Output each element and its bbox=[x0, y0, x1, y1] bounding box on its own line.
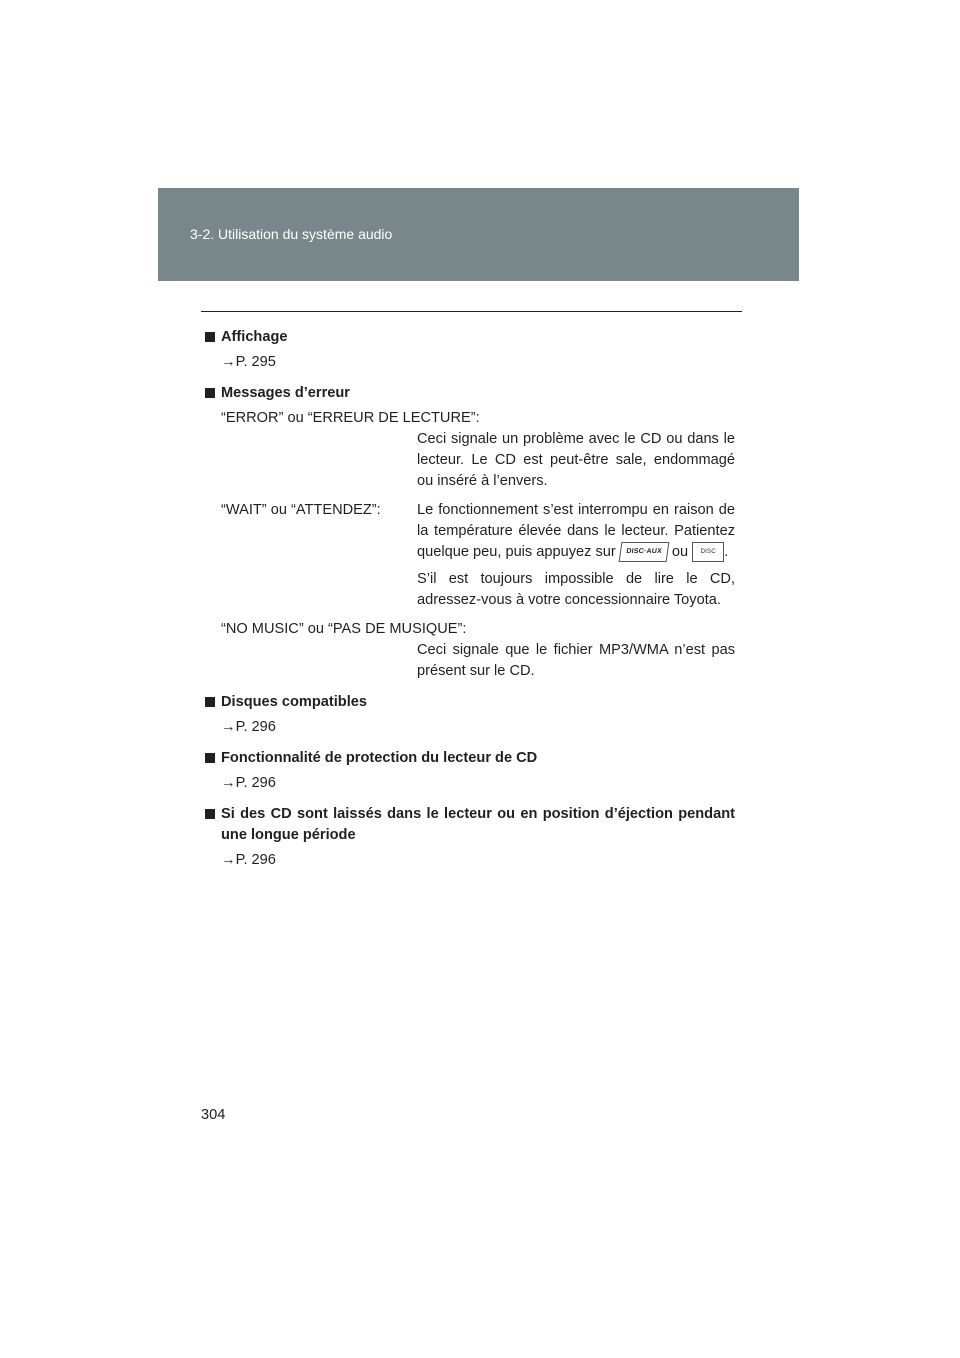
page-reference: →P. 296 bbox=[221, 719, 276, 735]
section-title: 3-2. Utilisation du système audio bbox=[190, 226, 393, 242]
page-reference: →P. 296 bbox=[221, 775, 276, 791]
message-label: “WAIT” ou “ATTENDEZ”: bbox=[221, 502, 381, 518]
message-description-continued: S’il est toujours impossible de lire le CD, adressez-vous à votre concessionnaire Toyota. bbox=[417, 571, 735, 608]
square-bullet-icon bbox=[205, 809, 215, 819]
square-bullet-icon bbox=[205, 332, 215, 342]
square-bullet-icon bbox=[205, 388, 215, 398]
square-bullet-icon bbox=[205, 753, 215, 763]
message-label: “ERROR” ou “ERREUR DE LECTURE”: bbox=[221, 410, 480, 426]
no-music-message-item bbox=[205, 619, 735, 682]
square-bullet-icon bbox=[205, 697, 215, 707]
disc-button-icon: DISC bbox=[692, 542, 724, 562]
page-reference: →P. 295 bbox=[221, 354, 276, 370]
section-heading-affichage: Affichage bbox=[205, 327, 735, 348]
page-number: 304 bbox=[201, 1107, 226, 1123]
message-label: “NO MUSIC” ou “PAS DE MUSIQUE”: bbox=[221, 621, 467, 637]
message-description: Le fonctionnement s’est interrompu en raison de la température élevée dans le lecteur. Patientez quelque peu, puis appuyez sur DISC·AUX ou DISC . S’il est toujours impossible de lire le CD, adressez-vous à votre concessionnaire Toyota. bbox=[417, 500, 735, 611]
section-heading-messages: Messages d’erreur bbox=[205, 383, 735, 404]
section-heading-protection: Fonctionnalité de protection du lecteur de CD bbox=[205, 748, 735, 769]
disc-aux-button-icon: DISC·AUX bbox=[618, 542, 669, 562]
error-message-item bbox=[205, 408, 735, 492]
section-header bbox=[158, 188, 799, 281]
message-description: Ceci signale que le fichier MP3/WMA n’est pas présent sur le CD. bbox=[417, 642, 735, 679]
section-heading-ejection: Si des CD sont laissés dans le lecteur ou en position d’éjection pendant une longue période bbox=[205, 804, 735, 846]
section-heading-disques: Disques compatibles bbox=[205, 692, 735, 713]
page-reference: →P. 296 bbox=[221, 852, 276, 868]
divider bbox=[201, 311, 742, 312]
wait-message-item bbox=[205, 500, 735, 611]
message-description: Ceci signale un problème avec le CD ou dans le lecteur. Le CD est peut-être sale, endommagé ou inséré à l’envers. bbox=[417, 431, 735, 489]
page-content bbox=[205, 327, 735, 881]
